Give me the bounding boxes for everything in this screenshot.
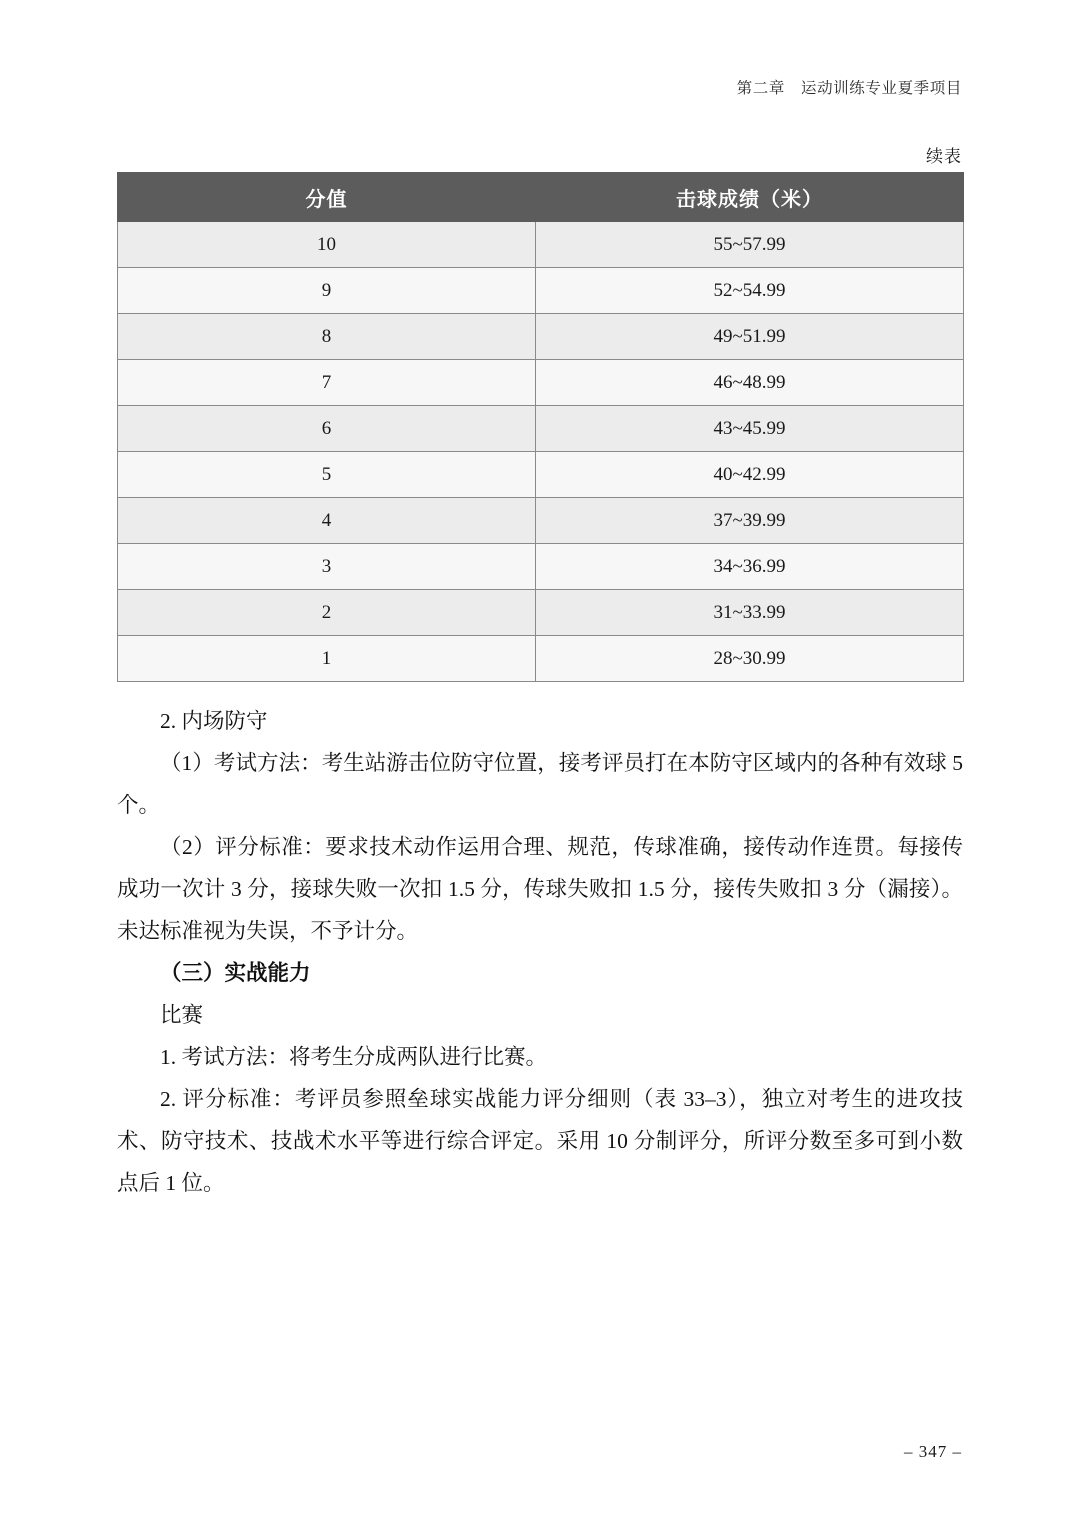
table-row <box>118 590 964 636</box>
table-column-header-score: 分值 <box>118 173 536 222</box>
table-row <box>118 636 964 682</box>
cell-distance: 40~42.99 <box>536 452 964 498</box>
cell-distance: 55~57.99 <box>536 222 964 268</box>
table-column-header-distance: 击球成绩（米） <box>536 173 964 222</box>
table-row <box>118 406 964 452</box>
running-head-chapter: 第二章 <box>736 80 785 97</box>
running-head <box>737 76 962 98</box>
cell-distance: 46~48.99 <box>536 360 964 406</box>
body-text <box>117 700 963 1204</box>
cell-score: 6 <box>118 406 536 452</box>
score-table <box>117 172 964 682</box>
table-row <box>118 268 964 314</box>
table-row <box>118 360 964 406</box>
paragraph-match-scoring-standard: 2. 评分标准：考评员参照垒球实战能力评分细则（表 33–3），独立对考生的进攻技术、防守技术、技战术水平等进行综合评定。采用 10 分制评分，所评分数至多可到小数点后 1 位。 <box>117 1087 963 1195</box>
cell-distance: 49~51.99 <box>536 314 964 360</box>
cell-distance: 34~36.99 <box>536 544 964 590</box>
paragraph-infield-defense-heading: 2. 内场防守 <box>160 709 268 733</box>
paragraph-practical-ability-heading: （三）实战能力 <box>160 961 311 985</box>
table-row <box>118 452 964 498</box>
cell-score: 2 <box>118 590 536 636</box>
cell-score: 7 <box>118 360 536 406</box>
cell-distance: 43~45.99 <box>536 406 964 452</box>
table-row <box>118 222 964 268</box>
cell-distance: 28~30.99 <box>536 636 964 682</box>
running-head-section: 运动训练专业夏季项目 <box>800 80 962 97</box>
cell-distance: 37~39.99 <box>536 498 964 544</box>
cell-score: 10 <box>118 222 536 268</box>
paragraph-match: 比赛 <box>160 1003 204 1027</box>
table-row <box>118 498 964 544</box>
cell-distance: 52~54.99 <box>536 268 964 314</box>
page-number: – 347 – <box>904 1442 962 1461</box>
cell-score: 5 <box>118 452 536 498</box>
table-row <box>118 314 964 360</box>
cell-score: 4 <box>118 498 536 544</box>
cell-distance: 31~33.99 <box>536 590 964 636</box>
paragraph-test-method: （1）考试方法：考生站游击位防守位置，接考评员打在本防守区域内的各种有效球 5 个。 <box>117 751 963 817</box>
table-row <box>118 544 964 590</box>
cell-score: 8 <box>118 314 536 360</box>
cell-score: 1 <box>118 636 536 682</box>
cell-score: 3 <box>118 544 536 590</box>
continued-table-label: 续表 <box>926 147 962 166</box>
paragraph-scoring-standard: （2）评分标准：要求技术动作运用合理、规范，传球准确，接传动作连贯。每接传成功一次计 3 分，接球失败一次扣 1.5 分，传球失败扣 1.5 分，接传失败扣 3 分（漏接）。未达标准视为失误，不予计分。 <box>117 835 963 943</box>
cell-score: 9 <box>118 268 536 314</box>
paragraph-match-test-method: 1. 考试方法：将考生分成两队进行比赛。 <box>160 1045 548 1069</box>
table-header-row <box>118 173 964 222</box>
